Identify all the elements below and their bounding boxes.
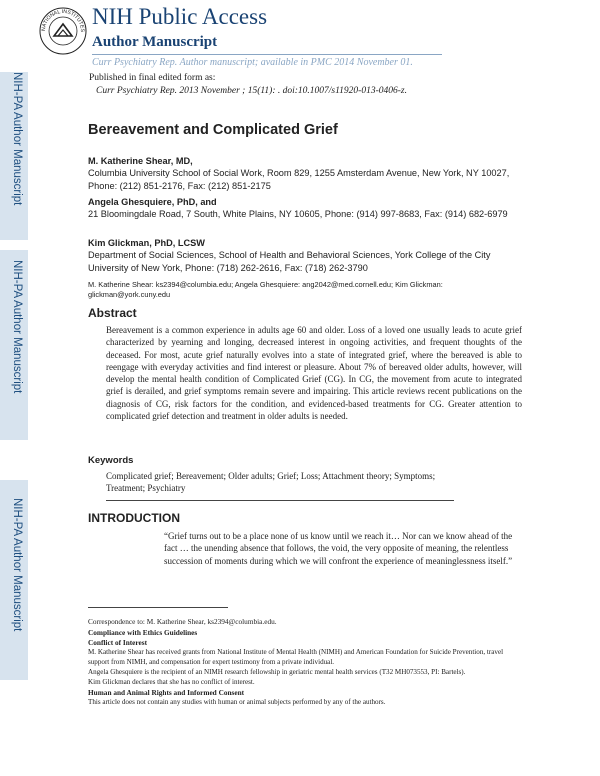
footnote-rights-heading: Human and Animal Rights and Informed Consent bbox=[88, 688, 245, 697]
keywords-rule bbox=[106, 500, 454, 501]
sidebar-label: NIH-PA Author Manuscript bbox=[11, 72, 23, 206]
author-name-2: Angela Ghesquiere, PhD, and bbox=[88, 197, 217, 207]
author-affiliation-3: Department of Social Sciences, School of Health and Behavioral Sciences, York College of the City University of New York, Phone: (718) 262-2616, Fax: (718) 262-3790 bbox=[88, 250, 491, 273]
sidebar-band-2 bbox=[0, 250, 28, 440]
header-subtitle: Author Manuscript bbox=[92, 34, 218, 50]
sidebar-label: NIH-PA Author Manuscript bbox=[11, 498, 23, 632]
footnote-rule bbox=[88, 607, 228, 608]
svg-text:NATIONAL INSTITUTES OF HEALTH: NATIONAL INSTITUTES bbox=[40, 8, 86, 33]
keywords-heading: Keywords bbox=[88, 455, 134, 466]
header-title: NIH Public Access bbox=[92, 4, 268, 29]
introduction-quote: “Grief turns out to be a place none of us know until we reach it… Nor can we know ahead of the fact … the unending absence that follows, the void, the very opposite of meaning, the relentless succession of moments during which we will confront the experience of meaninglessness itself.” bbox=[164, 531, 513, 566]
author-affiliation-2: 21 Bloomingdale Road, 7 South, White Plains, NY 10605, Phone: (914) 997-8683, Fax: (914) 682-6979 bbox=[88, 209, 508, 219]
article-title: Bereavement and Complicated Grief bbox=[88, 122, 338, 138]
footnote-conflict-heading: Conflict of Interest bbox=[88, 638, 148, 647]
keywords-text: Complicated grief; Bereavement; Older adults; Grief; Loss; Attachment theory; Symptoms; Treatment; Psychiatry bbox=[106, 471, 436, 494]
footnote-conflict-text-2: Angela Ghesquiere is the recipient of an NIMH research fellowship in geriatric mental health services (T32 MH073553, PI: Bartels). bbox=[88, 668, 466, 676]
footnote-ethics-heading: Compliance with Ethics Guidelines bbox=[88, 628, 198, 637]
nih-logo bbox=[38, 6, 88, 56]
footnote-correspondence: Correspondence to: M. Katherine Shear, ks2394@columbia.edu. bbox=[88, 617, 277, 626]
footnote-conflict-text-3: Kim Glickman declares that she has no conflict of interest. bbox=[88, 678, 255, 686]
nih-seal-icon bbox=[38, 6, 88, 56]
abstract-heading: Abstract bbox=[88, 306, 137, 320]
published-citation: Curr Psychiatry Rep. 2013 November ; 15(11): . doi:10.1007/s11920-013-0406-z. bbox=[96, 86, 407, 96]
author-name-1: M. Katherine Shear, MD, bbox=[88, 156, 193, 166]
author-name-3: Kim Glickman, PhD, LCSW bbox=[88, 238, 205, 248]
header-citation: Curr Psychiatry Rep. Author manuscript; available in PMC 2014 November 01. bbox=[92, 57, 413, 68]
sidebar-label: NIH-PA Author Manuscript bbox=[11, 260, 23, 394]
abstract-text: Bereavement is a common experience in adults age 60 and older. Loss of a loved one usually leads to acute grief characterized by yearning and longing, decreased interest in ongoing activities, and frequent thoughts of the deceased. For most, acute grief naturally evolves into a state of integrated grief, where the bereaved is able to reengage with everyday activities and find interest or pleasure. About 7% of bereaved older adults, however, will develop the mental health condition of Complicated Grief (CG). In CG, the movement from acute to integrated grief is derailed, and grief symptoms remain severe and impairing. This article reviews recent publications on the diagnosis of CG, risk factors for the condition, and evidenced-based treatments for CG. Greater attention to complicated grief detection and treatment in older adults is needed. bbox=[106, 325, 522, 422]
introduction-heading: INTRODUCTION bbox=[88, 511, 180, 525]
sidebar-band-3 bbox=[0, 480, 28, 680]
published-label: Published in final edited form as: bbox=[89, 73, 216, 83]
header-rule bbox=[92, 54, 442, 55]
author-affiliation-1: Columbia University School of Social Work, Room 829, 1255 Amsterdam Avenue, New York, NY 10027, Phone: (212) 851-2176, Fax: (212) 851-2175 bbox=[88, 168, 510, 191]
footnote-conflict-text-1: M. Katherine Shear has received grants from National Institute of Mental Health (NIMH) and American Foundation for Suicide Prevention, travel support from NIMH, and compensation for expert testimony from a private individual. bbox=[88, 648, 504, 666]
author-emails: M. Katherine Shear: ks2394@columbia.edu; Angela Ghesquiere: ang2042@med.cornell.edu; Kim Glickman: glickman@york.cuny.edu bbox=[88, 280, 443, 299]
sidebar-band-1 bbox=[0, 72, 28, 240]
footnote-rights-text: This article does not contain any studies with human or animal subjects performed by any of the authors. bbox=[88, 698, 386, 706]
